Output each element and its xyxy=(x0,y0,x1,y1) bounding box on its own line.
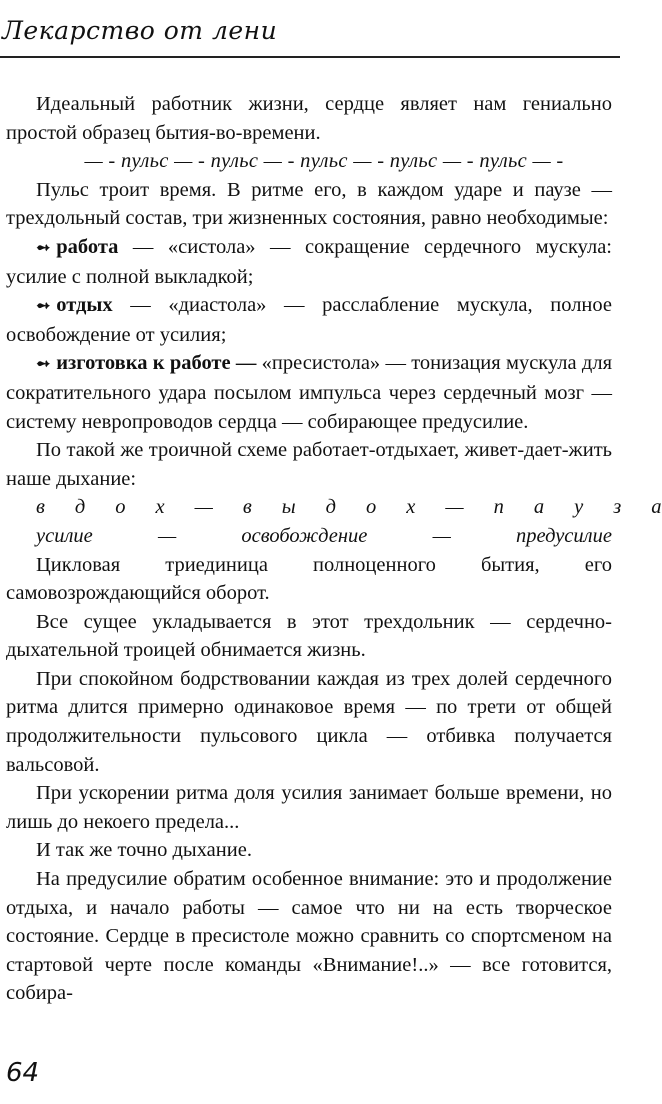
breath-letter: — xyxy=(445,496,464,519)
paragraph-breathing: По такой же троичной схеме работает-отдыхает, живет-дает-жить наше дыхание: xyxy=(6,439,612,490)
effort-word: — xyxy=(432,524,451,547)
paragraph-triad: Все сущее укладывается в этот трехдольник — сердечно-дыхательной троицей обнимается жизнь. xyxy=(6,610,612,662)
page-body xyxy=(6,90,662,1008)
breath-letter: в xyxy=(36,496,45,519)
effort-word: освобождение xyxy=(241,524,368,547)
effort-word: предусилие xyxy=(516,524,612,547)
list-item-preparation xyxy=(6,349,612,436)
breath-letter: п xyxy=(493,496,504,519)
page-number: 64 xyxy=(6,1058,40,1088)
arrow-bullet-icon: ➻ xyxy=(36,296,51,316)
paragraph-waltz: При спокойном бодрствовании каждая из трех долей сердечного ритма длится примерно одинаковое время — по трети от общей продолжительности пульсового цикла — отбивка получается вальсовой. xyxy=(6,667,612,776)
keyword-preparation: изготовка к работе — xyxy=(56,352,257,375)
effort-word: усилие xyxy=(36,524,93,547)
paragraph-heart-intro: Идеальный работник жизни, сердце являет нам гениально простой образец бытия-во-времени. xyxy=(6,93,612,144)
arrow-bullet-icon: ➻ xyxy=(36,354,51,374)
breath-letter: в xyxy=(242,496,252,519)
breath-letter: о xyxy=(366,496,377,519)
effort-word: — xyxy=(157,524,177,547)
paragraph-breath-same: И так же точно дыхание. xyxy=(36,839,252,862)
effort-row xyxy=(6,522,612,551)
paragraph-acceleration: При ускорении ритма доля усилия занимает больше времени, но лишь до некоего предела... xyxy=(6,782,612,833)
running-header xyxy=(0,14,620,54)
paragraph-pre-effort: На предусилие обратим особенное внимание: это и продолжение отдыха, и начало работы — самое что ни на есть творческое состояние. Сердце в пресистоле можно сравнить со спортсменом на стартовой черте после команды «Внимание!..» — все готовится, собира- xyxy=(6,868,612,1005)
keyword-work: работа xyxy=(56,235,119,258)
breath-letter: х xyxy=(155,496,165,519)
list-item-preparation-text: «пресистола» — тонизация мускула для сократительного удара посылом импульса через сердечный мозг — систему невропроводов сердца — собирающее предусилие. xyxy=(6,352,613,433)
running-header-title: Лекарство от лени xyxy=(2,16,278,45)
paragraph-pulse-triple: Пульс троит время. В ритме его, в каждом ударе и паузе — трехдольный состав, три жизненных состояния, равно необходимые: xyxy=(6,178,612,230)
list-item-work xyxy=(6,233,612,291)
breath-letter: д xyxy=(74,496,86,519)
breath-letter: х xyxy=(406,496,416,519)
breath-row xyxy=(6,493,662,522)
breath-letter: ы xyxy=(281,496,296,519)
list-item-rest-text: — «диастола» — расслабление мускула, полное освобождение от усилия; xyxy=(6,294,612,346)
list-item-rest xyxy=(6,291,612,349)
arrow-bullet-icon: ➻ xyxy=(36,237,51,257)
breath-letter: — xyxy=(194,496,213,519)
paragraph-cycle: Цикловая триединица полноценного бытия, его самовозрождающийся оборот. xyxy=(6,553,612,605)
breath-letter: а xyxy=(533,496,545,519)
keyword-rest: отдых xyxy=(56,294,113,317)
breath-letter: з xyxy=(613,496,622,519)
breath-letter: у xyxy=(574,496,584,519)
breath-letter: а xyxy=(651,496,662,519)
breath-letter: д xyxy=(325,496,337,519)
pulse-line: — - пульс — - пульс — - пульс — - пульс — - пульс — - xyxy=(84,150,564,173)
list-item-work-text: — «систола» — сокращение сердечного мускула: усилие с полной выкладкой; xyxy=(6,235,612,288)
header-divider xyxy=(0,56,620,58)
breath-letter: о xyxy=(115,496,126,519)
